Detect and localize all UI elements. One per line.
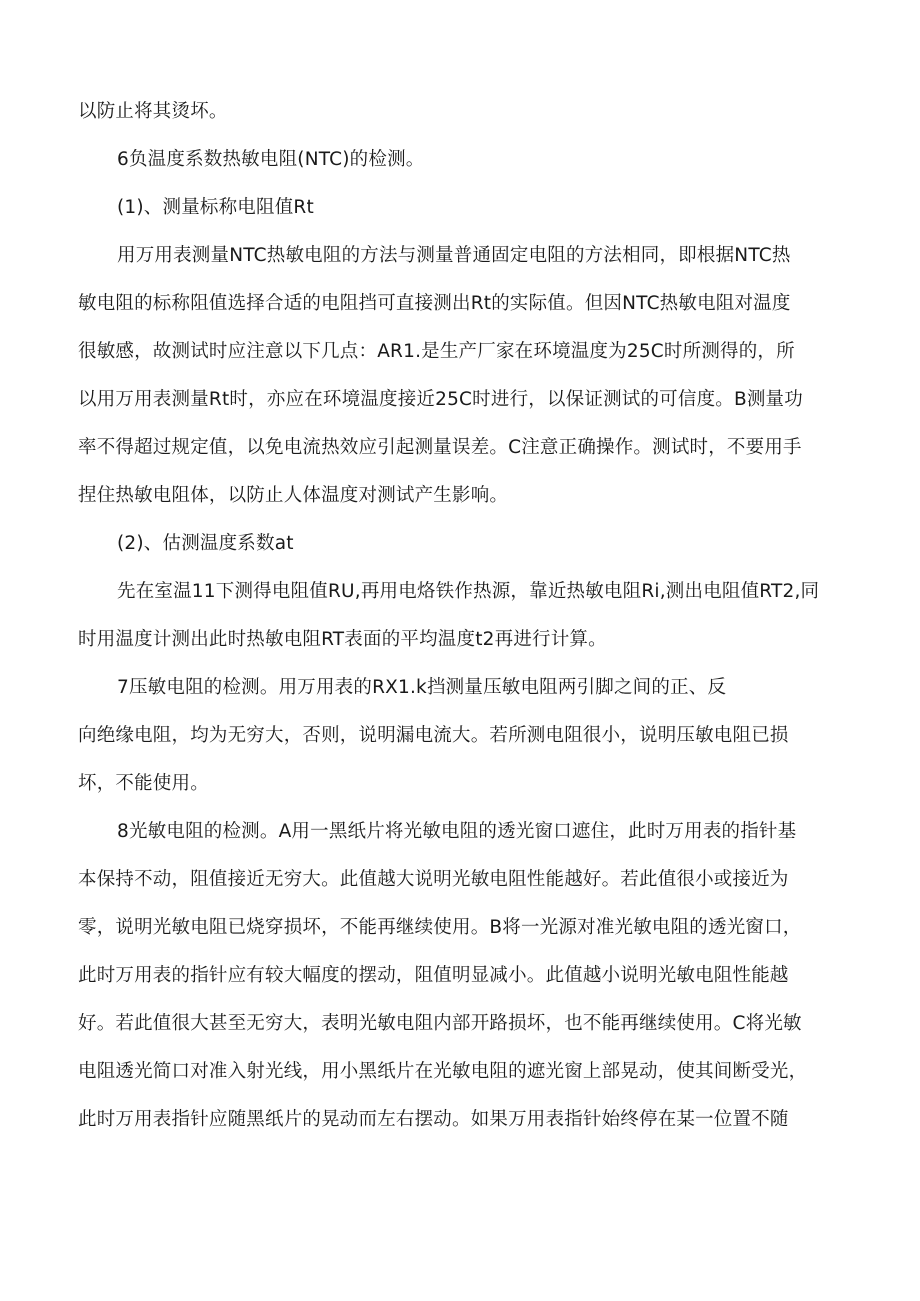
paragraph-line: 敏电阻的标称阻值选择合适的电阻挡可直接测出Rt的实际值。但因NTC热敏电阻对温度: [78, 293, 791, 314]
paragraph-line: 坏，不能使用。: [78, 773, 209, 794]
section-heading-photoresistor: 8光敏电阻的检测。A用一黑纸片将光敏电阻的透光窗口遮住，此时万用表的指针基: [117, 821, 797, 842]
paragraph-line: 捏住热敏电阻体，以防止人体温度对测试产生影响。: [78, 485, 509, 506]
text-line-1: 以防止将其烫坏。: [78, 101, 228, 122]
paragraph-line: 用万用表测量NTC热敏电阻的方法与测量普通固定电阻的方法相同，即根据NTC热: [117, 245, 791, 266]
paragraph-line: 此时万用表指针应随黑纸片的晃动而左右摆动。如果万用表指针始终停在某一位置不随: [78, 1109, 789, 1130]
paragraph-line: 向绝缘电阻，均为无穷大，否则，说明漏电流大。若所测电阻很小，说明压敏电阻已损: [78, 725, 789, 746]
section-heading-ntc: 6负温度系数热敏电阻(NTC)的检测。: [117, 149, 425, 170]
section-heading-varistor: 7压敏电阻的检测。用万用表的RX1.k挡测量压敏电阻两引脚之间的正、反: [117, 677, 727, 698]
paragraph-line: 本保持不动，阻值接近无穷大。此值越大说明光敏电阻性能越好。若此值很小或接近为: [78, 869, 789, 890]
paragraph-line: 此时万用表的指针应有较大幅度的摆动，阻值明显减小。此值越小说明光敏电阻性能越: [78, 965, 789, 986]
paragraph-line: 以用万用表测量Rt时，亦应在环境温度接近25C时进行，以保证测试的可信度。B测量功: [78, 389, 803, 410]
paragraph-line: 率不得超过规定值，以免电流热效应引起测量误差。C注意正确操作。测试时，不要用手: [78, 437, 802, 458]
subheading-nominal-resistance: (1)、测量标称电阻值Rt: [117, 197, 314, 218]
paragraph-line: 时用温度计测出此时热敏电阻RT表面的平均温度t2再进行计算。: [78, 629, 607, 650]
paragraph-line: 好。若此值很大甚至无穷大，表明光敏电阻内部开路损坏，也不能再继续使用。C将光敏: [78, 1013, 802, 1034]
paragraph-line: 先在室温11下测得电阻值RU,再用电烙铁作热源，靠近热敏电阻Ri,测出电阻值RT2,同: [117, 581, 820, 602]
subheading-temp-coefficient: (2)、估测温度系数at: [117, 533, 294, 554]
paragraph-line: 很敏感，故测试时应注意以下几点：AR1.是生产厂家在环境温度为25C时所测得的，所: [78, 341, 795, 362]
paragraph-line: 电阻透光简口对准入射光线，用小黑纸片在光敏电阻的遮光窗上部晃动，使其间断受光，: [78, 1061, 808, 1082]
paragraph-line: 零，说明光敏电阻已烧穿损坏，不能再继续使用。B将一光源对准光敏电阻的透光窗口，: [78, 917, 802, 938]
